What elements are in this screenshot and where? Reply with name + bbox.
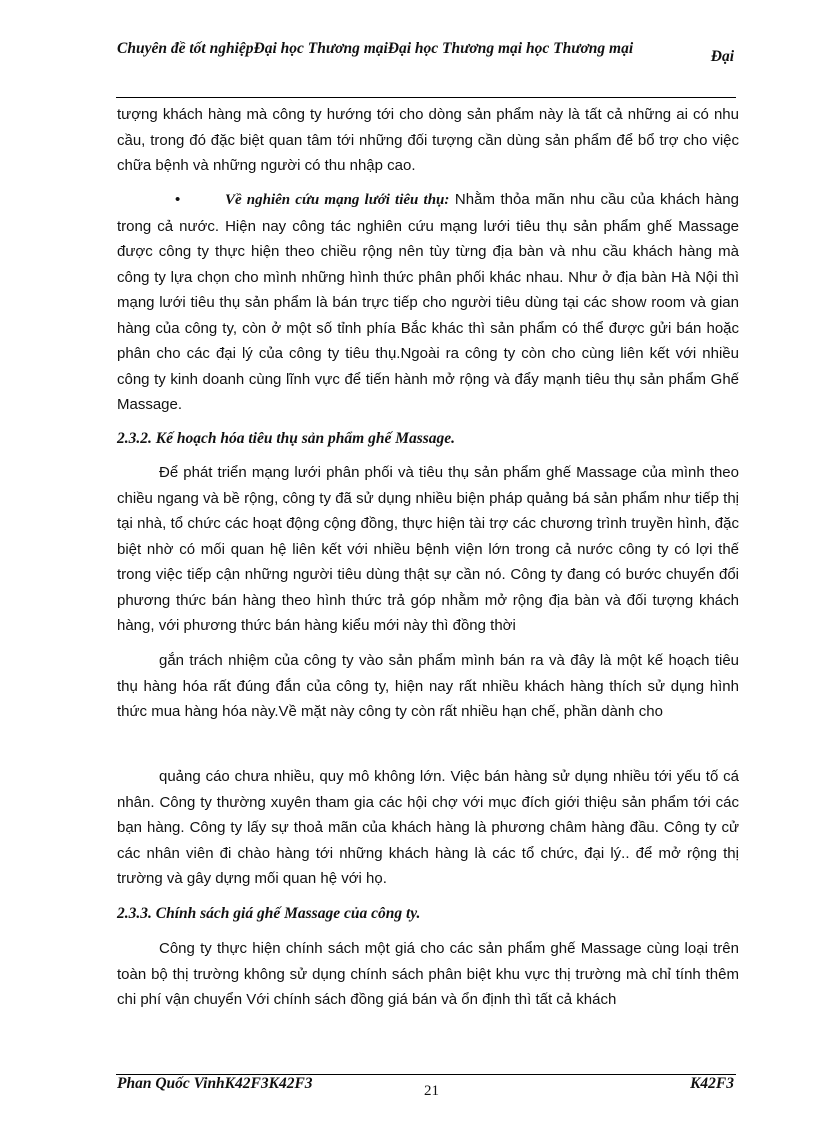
paragraph: Để phát triển mạng lưới phân phối và tiêu thụ sản phẩm ghế Massage của mình theo chiều ngang và bề rộng, công ty đã sử dụng nhiều biện pháp quảng bá sản phẩm như tiếp thị tại nhà, tổ chức các hoạt động cộng đồng, thực hiện tài trợ các chương trình truyền hình, đặc biệt nhờ có mối quan hệ liên kết với nhiều bệnh viện lớn trong cả nước công ty có lợi thế trong việc tiếp cận những người tiêu dùng thật sự cần nó. Công ty đang có bước chuyển đổi phương thức bán hàng theo hình thức trả góp nhằm mở rộng địa bàn và đối tượng khách hàng, với phương thức bán hàng kiểu mới này thì đồng thời <box>117 464 739 634</box>
paragraph: Công ty thực hiện chính sách một giá cho các sản phẩm ghế Massage cùng loại trên toàn bộ thị trường không sử dụng chính sách phân biệt khu vực thị trường mà chỉ tính thêm chi phí vận chuyển Với chính sách đồng giá bán và ổn định thì tất cả khách <box>117 940 739 1008</box>
bullet-text: Nhằm thỏa mãn nhu cầu của khách hàng trong cả nước. Hiện nay công tác nghiên cứu mạng lưới tiêu thụ sản phẩm ghế Massage được công ty thực hiện theo chiều rộng nên tùy từng địa bàn và nhu cầu khách hàng mà công ty lựa chọn cho mình những hình thức phân phối khác nhau. Như ở địa bàn Hà Nội thì mạng lưới tiêu thụ sản phẩm là bán trực tiếp cho người tiêu dùng tại các show room và gian hàng của công ty, còn ở một số tỉnh phía Bắc khác thì sản phẩm có thể được gửi bán hoặc phân cho các đại lý của công ty tiêu thụ.Ngoài ra công ty còn cho cùng liên kết với nhiều công ty kinh doanh cùng lĩnh vực để tiến hành mở rộng và đẩy mạnh tiêu thụ sản phẩm Ghế Massage. <box>117 191 739 413</box>
bullet-icon: • <box>175 191 181 208</box>
page-number: 21 <box>424 1083 439 1099</box>
footer-class: K42F3 <box>690 1075 734 1092</box>
bullet-lead: Về nghiên cứu mạng lưới tiêu thụ: <box>225 192 450 208</box>
bullet-paragraph <box>117 187 739 418</box>
section-heading: 2.3.3. Chính sách giá ghế Massage của công ty. <box>117 905 421 922</box>
footer-author: Phan Quốc VinhK42F3K42F3 <box>117 1075 313 1092</box>
paragraph: quảng cáo chưa nhiều, quy mô không lớn. Việc bán hàng sử dụng nhiều tới yếu tố cá nhân. Công ty thường xuyên tham gia các hội chợ với mục đích giới thiệu sản phẩm tới các bạn hàng. Công ty lấy sự thoả mãn của khách hàng là phương châm hàng đầu. Công ty cử các nhân viên đi chào hàng tới những khách hàng là các tổ chức, đại lý.. để mở rộng thị trường và gây dựng mối quan hệ với họ. <box>117 768 739 887</box>
header-right: Đại <box>710 48 734 65</box>
paragraph: tượng khách hàng mà công ty hướng tới cho dòng sản phẩm này là tất cả những ai có nhu cầu, trong đó đặc biệt quan tâm tới những đối tượng cần dùng sản phẩm để bổ trợ cho việc chữa bệnh và những người có thu nhập cao. <box>117 106 739 174</box>
header-rule <box>116 97 736 98</box>
section-heading: 2.3.2. Kế hoạch hóa tiêu thụ sản phẩm ghế Massage. <box>117 430 456 447</box>
paragraph: gắn trách nhiệm của công ty vào sản phẩm mình bán ra và đây là một kế hoạch tiêu thụ hàng hóa rất đúng đắn của công ty, hiện nay rất nhiều khách hàng thích sử dụng hình thức mua hàng hóa này.Về mặt này công ty còn rất nhiều hạn chế, phần dành cho <box>117 652 739 720</box>
header-title: Chuyên đề tốt nghiệpĐại học Thương mạiĐại học Thương mại học Thương mại <box>117 40 634 57</box>
